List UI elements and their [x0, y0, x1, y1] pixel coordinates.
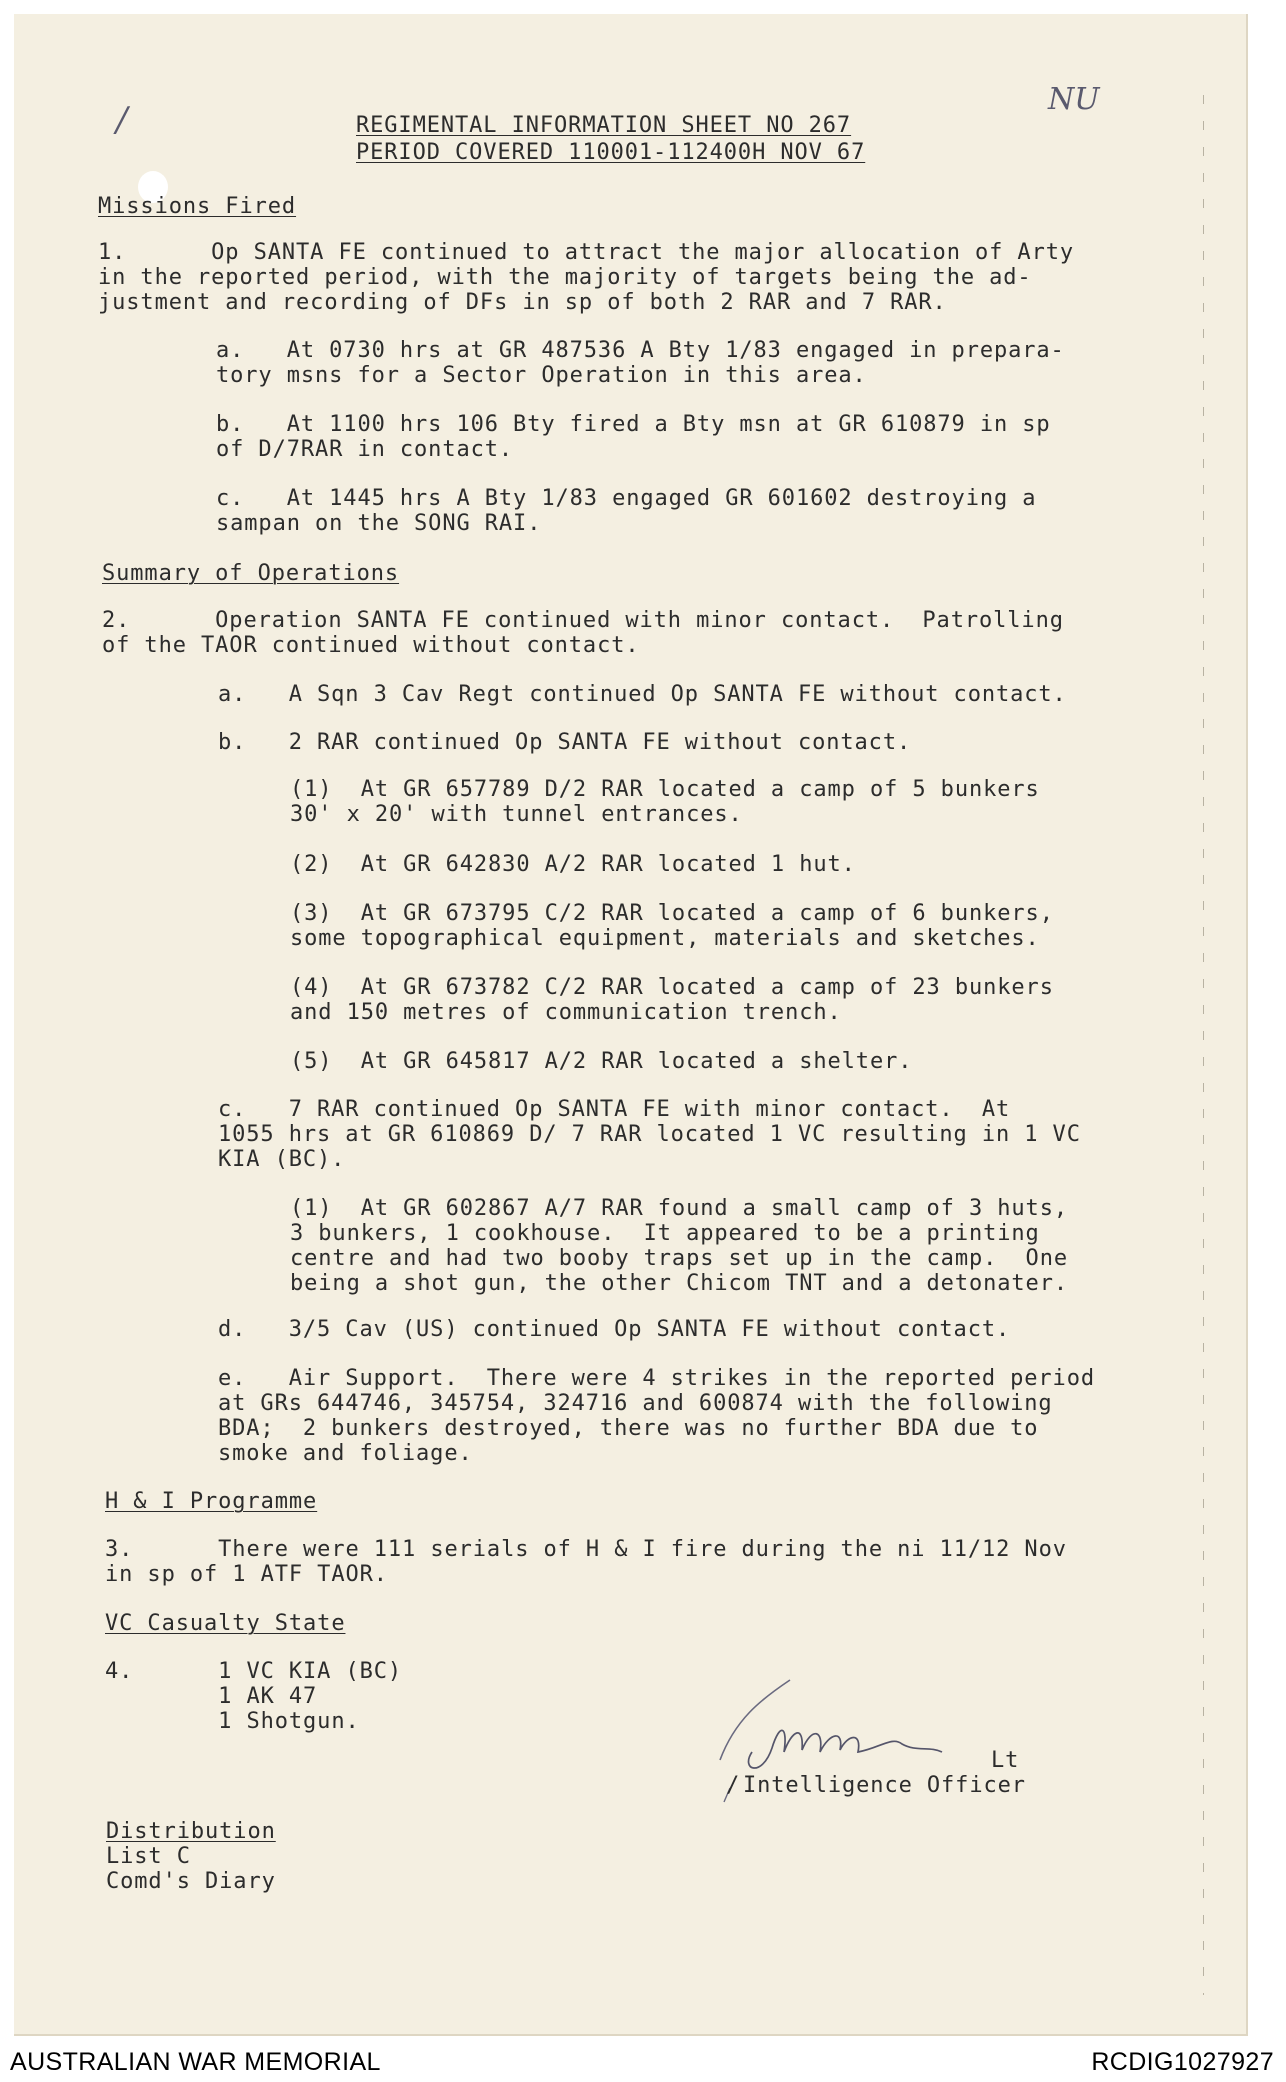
- summary-b3-line: (3) At GR 673795 C/2 RAR located a camp of 6 bunkers,: [290, 901, 1054, 926]
- summary-b5: (5) At GR 645817 A/2 RAR located a shelter.: [290, 1049, 913, 1074]
- mission-b-line: b. At 1100 hrs 106 Bty fired a Bty msn at GR 610879 in sp: [216, 412, 1051, 437]
- mission-b-line: of D/7RAR in contact.: [216, 437, 514, 462]
- footer-archive-name: AUSTRALIAN WAR MEMORIAL: [10, 2048, 381, 2076]
- para1-line: in the reported period, with the majority of targets being the ad-: [98, 265, 1032, 290]
- summary-e-line: smoke and foliage.: [218, 1441, 473, 1466]
- distribution-item: List C: [106, 1844, 191, 1869]
- para1-line: 1. Op SANTA FE continued to attract the major allocation of Arty: [98, 240, 1075, 265]
- summary-b4-line: and 150 metres of communication trench.: [290, 1000, 842, 1025]
- para2-line: of the TAOR continued without contact.: [102, 633, 640, 658]
- period-covered: PERIOD COVERED 110001-112400H NOV 67: [356, 140, 866, 165]
- summary-c1-line: centre and had two booby traps set up in the camp. One: [290, 1246, 1068, 1271]
- mission-c-line: c. At 1445 hrs A Bty 1/83 engaged GR 601602 destroying a: [216, 486, 1037, 511]
- summary-e-line: BDA; 2 bunkers destroyed, there was no further BDA due to: [218, 1416, 1039, 1441]
- summary-b: b. 2 RAR continued Op SANTA FE without contact.: [218, 730, 912, 755]
- para4-line: 1 AK 47: [105, 1684, 318, 1709]
- signature-rank: Lt: [991, 1748, 1020, 1773]
- vc-heading: VC Casualty State: [105, 1611, 346, 1636]
- summary-heading: Summary of Operations: [102, 561, 400, 586]
- summary-b3-line: some topographical equipment, materials and sketches.: [290, 926, 1040, 951]
- distribution-heading: Distribution: [106, 1819, 276, 1844]
- summary-c1-line: being a shot gun, the other Chicom TNT and a detonater.: [290, 1271, 1068, 1296]
- hi-heading: H & I Programme: [105, 1489, 318, 1514]
- signature-role: Intelligence Officer: [743, 1773, 1026, 1798]
- para3-line: in sp of 1 ATF TAOR.: [105, 1562, 388, 1587]
- summary-c-line: c. 7 RAR continued Op SANTA FE with minor contact. At: [218, 1097, 1011, 1122]
- summary-a: a. A Sqn 3 Cav Regt continued Op SANTA FE without contact.: [218, 682, 1067, 707]
- mission-a-line: a. At 0730 hrs at GR 487536 A Bty 1/83 engaged in prepara-: [216, 338, 1065, 363]
- summary-d: d. 3/5 Cav (US) continued Op SANTA FE without contact.: [218, 1317, 1011, 1342]
- mission-a-line: tory msns for a Sector Operation in this area.: [216, 363, 867, 388]
- summary-c1-line: 3 bunkers, 1 cookhouse. It appeared to be a printing: [290, 1221, 1040, 1246]
- footer-record-id: RCDIG1027927: [1091, 2048, 1274, 2076]
- margin-dash-line: [1203, 95, 1204, 1995]
- summary-b4-line: (4) At GR 673782 C/2 RAR located a camp of 23 bunkers: [290, 975, 1054, 1000]
- para4-line: 4. 1 VC KIA (BC): [105, 1659, 403, 1684]
- para4-line: 1 Shotgun.: [105, 1709, 360, 1734]
- summary-b2: (2) At GR 642830 A/2 RAR located 1 hut.: [290, 852, 856, 877]
- summary-c1-line: (1) At GR 602867 A/7 RAR found a small camp of 3 huts,: [290, 1196, 1068, 1221]
- summary-e-line: e. Air Support. There were 4 strikes in the reported period: [218, 1366, 1095, 1391]
- mission-c-line: sampan on the SONG RAI.: [216, 511, 542, 536]
- margin-mark: /: [116, 100, 128, 140]
- summary-c-line: 1055 hrs at GR 610869 D/ 7 RAR located 1 VC resulting in 1 VC: [218, 1122, 1081, 1147]
- document-title: REGIMENTAL INFORMATION SHEET NO 267: [356, 113, 852, 138]
- para2-line: 2. Operation SANTA FE continued with minor contact. Patrolling: [102, 608, 1064, 633]
- signature-for-mark: /: [726, 1773, 741, 1798]
- corner-handwritten-mark: NU: [1048, 82, 1100, 117]
- para3-line: 3. There were 111 serials of H & I fire during the ni 11/12 Nov: [105, 1537, 1067, 1562]
- distribution-item: Comd's Diary: [106, 1869, 276, 1894]
- summary-b1-line: (1) At GR 657789 D/2 RAR located a camp of 5 bunkers: [290, 777, 1040, 802]
- para1-line: justment and recording of DFs in sp of both 2 RAR and 7 RAR.: [98, 290, 947, 315]
- missions-heading: Missions Fired: [98, 194, 297, 219]
- summary-c-line: KIA (BC).: [218, 1147, 346, 1172]
- summary-e-line: at GRs 644746, 345754, 324716 and 600874 with the following: [218, 1391, 1053, 1416]
- summary-b1-line: 30' x 20' with tunnel entrances.: [290, 802, 743, 827]
